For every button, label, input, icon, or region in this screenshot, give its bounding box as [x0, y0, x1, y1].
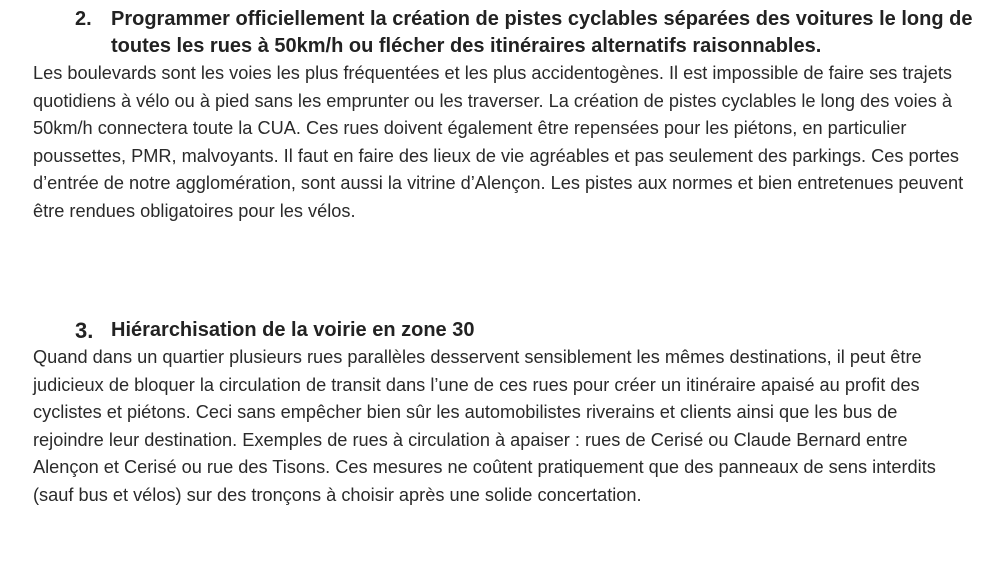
- section-2: [33, 6, 973, 225]
- heading-text: Hiérarchisation de la voirie en zone 30: [111, 319, 475, 341]
- section-3: [33, 317, 973, 509]
- list-number: 3.: [75, 318, 94, 343]
- section-heading: [33, 6, 973, 60]
- list-number: 2.: [75, 8, 92, 30]
- section-heading: [33, 317, 973, 344]
- heading-text: Programmer officiellement la création de pistes cyclables séparées des voitures le long de toutes les rues à 50km/h ou flécher des itinéraires alternatifs raisonnables.: [111, 8, 973, 57]
- body-paragraph: Les boulevards sont les voies les plus fréquentées et les plus accidentogènes. Il est impossible de faire ses trajets quotidiens à vélo ou à pied sans les emprunter ou les traverser. La création de pistes cyclables le long des voies à 50km/h connectera toute la CUA. Ces rues doivent également être repensées pour les piétons, en particulier poussettes, PMR, malvoyants. Il faut en faire des lieux de vie agréables et pas seulement des parkings. Ces portes d’entrée de notre agglomération, sont aussi la vitrine d’Alençon. Les pistes aux normes et bien entretenues peuvent être rendues obligatoires pour les vélos.: [33, 63, 964, 221]
- body-paragraph: Quand dans un quartier plusieurs rues parallèles desservent sensiblement les mêmes destinations, il peut être judicieux de bloquer la circulation de transit dans l’une de ces rues pour créer un itinéraire apaisé au profit des cyclistes et piétons. Ceci sans empêcher bien sûr les automobilistes riverains et clients ainsi que les bus de rejoindre leur destination. Exemples de rues à circulation à apaiser : rues de Cerisé ou Claude Bernard entre Alençon et Cerisé ou rue des Tisons. Ces mesures ne coûtent pratiquement que des panneaux de sens interdits (sauf bus et vélos) sur des tronçons à choisir après une solide concertation.: [33, 347, 936, 505]
